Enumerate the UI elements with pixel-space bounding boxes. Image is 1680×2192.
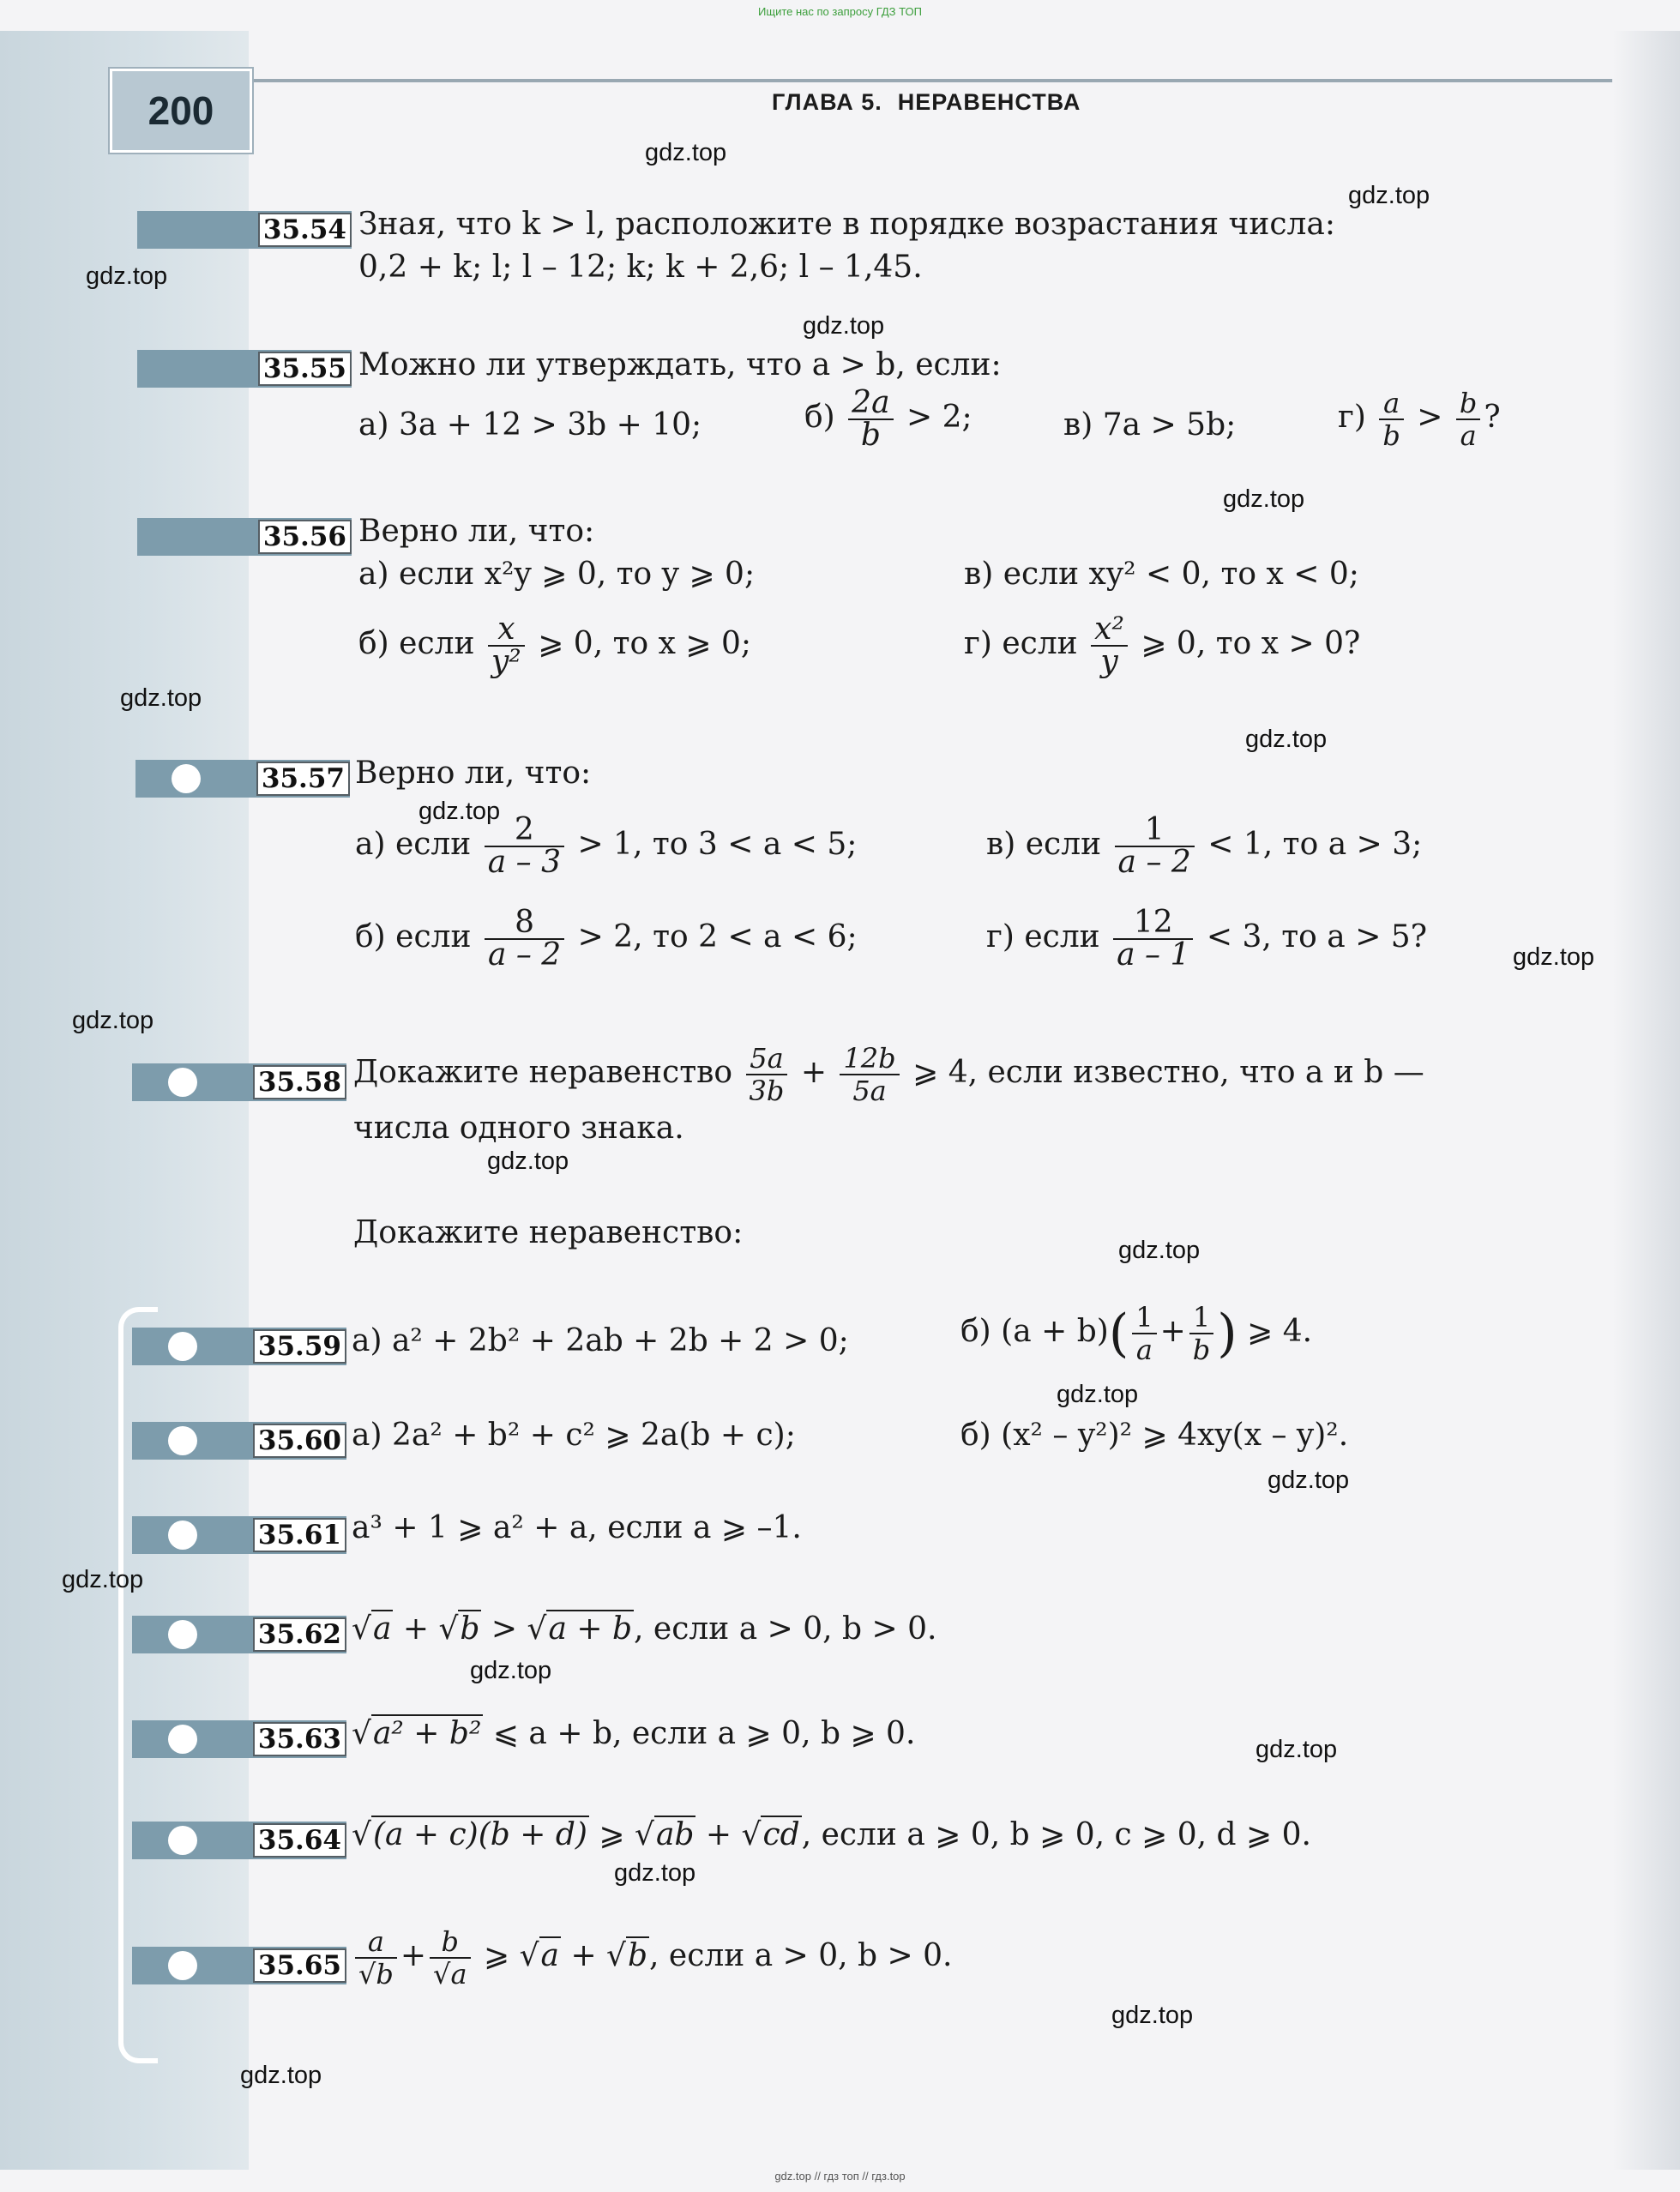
problem-text: Верно ли, что: — [355, 756, 592, 791]
item-b: б) (a + b)( $\frac{1}{a}$ + $\frac{1}{b}$ ) ⩾ 4. — [960, 1301, 1313, 1366]
watermark: gdz.top — [418, 798, 501, 825]
header-rule — [249, 79, 1612, 82]
problem-number: 35.60 — [253, 1424, 346, 1458]
problem-number: 35.61 — [253, 1518, 346, 1552]
watermark: gdz.top — [470, 1657, 552, 1684]
chapter-label: ГЛАВА 5. — [772, 89, 882, 115]
top-banner: Ищите нас по запросу ГДЗ ТОП — [758, 5, 922, 18]
problem-text: Докажите неравенство $\frac{5a}{3b}$ + $\frac{12b}{5a}$ ⩾ 4, если известно, что a и b — — [353, 1042, 1424, 1107]
problem-number: 35.58 — [253, 1065, 346, 1099]
bottom-banner: gdz.top // гдз топ // гдз.top — [774, 2170, 906, 2183]
item-d: г) $\frac{a}{b}$ > $\frac{b}{a}$ ? — [1338, 387, 1501, 452]
watermark: gdz.top — [1245, 726, 1328, 753]
watermark: gdz.top — [803, 312, 885, 340]
problem-number: 35.62 — [253, 1617, 346, 1652]
problem-text: 0,2 + k; l; l – 12; k; k + 2,6; l – 1,45. — [358, 250, 923, 285]
watermark: gdz.top — [1223, 485, 1305, 513]
problem-number: 35.56 — [258, 520, 352, 554]
problem-marker — [132, 1720, 346, 1758]
problem-number: 35.59 — [253, 1329, 346, 1364]
watermark: gdz.top — [1111, 2002, 1194, 2029]
watermark: gdz.top — [645, 139, 727, 166]
problem-text: числа одного знака. — [353, 1111, 684, 1146]
problem-number: 35.55 — [258, 352, 352, 386]
watermark: gdz.top — [240, 2062, 322, 2089]
problem-marker — [137, 518, 352, 556]
problem-marker — [132, 1822, 346, 1859]
problem-marker — [132, 1328, 346, 1365]
watermark: gdz.top — [86, 262, 168, 290]
problem-marker — [135, 760, 350, 798]
watermark: gdz.top — [1057, 1381, 1139, 1408]
item-a: а) a² + 2b² + 2ab + 2b + 2 > 0; — [352, 1323, 849, 1358]
problem-marker — [132, 1616, 346, 1653]
problem-marker — [132, 1947, 346, 1984]
problem-marker — [137, 350, 352, 388]
item-b: б) $\frac{2a}{b}$ > 2; — [804, 385, 972, 453]
item-d: г) если $\frac{12}{a - 1}$ < 3, то a > 5? — [986, 905, 1428, 973]
watermark: gdz.top — [1513, 943, 1595, 971]
item-c: в) если $\frac{1}{a - 2}$ < 1, то a > 3; — [986, 812, 1423, 880]
chapter-title: НЕРАВЕНСТВА — [897, 89, 1081, 115]
watermark: gdz.top — [1118, 1237, 1201, 1264]
problem-text: √(a + c)(b + d) ⩾ √ab + √cd, если a ⩾ 0, b ⩾ 0, c ⩾ 0, d ⩾ 0. — [352, 1817, 1312, 1852]
watermark: gdz.top — [1268, 1466, 1350, 1494]
watermark: gdz.top — [72, 1007, 154, 1034]
problem-marker — [132, 1516, 346, 1554]
watermark: gdz.top — [614, 1859, 696, 1887]
watermark: gdz.top — [487, 1147, 569, 1175]
problem-number: 35.64 — [253, 1823, 346, 1858]
item-c: в) 7a > 5b; — [1063, 407, 1237, 443]
problem-text: a³ + 1 ⩾ a² + a, если a ⩾ –1. — [352, 1510, 802, 1545]
problem-number: 35.63 — [253, 1722, 346, 1756]
item-a: а) 2a² + b² + c² ⩾ 2a(b + c); — [352, 1418, 796, 1453]
problem-text: Можно ли утверждать, что a > b, если: — [358, 347, 1002, 382]
problem-marker — [137, 211, 352, 249]
chapter-header — [772, 89, 1081, 116]
item-b: б) (x² – y²)² ⩾ 4xy(x – y)². — [960, 1418, 1349, 1453]
problem-number: 35.57 — [256, 762, 350, 796]
section-intro: Докажите неравенство: — [353, 1215, 744, 1250]
item-a: а) если x²y ⩾ 0, то y ⩾ 0; — [358, 557, 756, 592]
problem-marker — [132, 1422, 346, 1460]
item-b: б) если $\frac{8}{a - 2}$ > 2, то 2 < a < 6; — [355, 905, 858, 973]
problem-text: √a² + b² ⩽ a + b, если a ⩾ 0, b ⩾ 0. — [352, 1716, 916, 1751]
page-edge-shadow — [1612, 31, 1680, 2170]
item-a: а) 3a + 12 > 3b + 10; — [358, 407, 702, 443]
watermark: gdz.top — [120, 684, 202, 712]
page-number: 200 — [110, 69, 252, 153]
problem-text: Верно ли, что: — [358, 514, 595, 549]
problem-text: Зная, что k > l, расположите в порядке возрастания числа: — [358, 207, 1335, 242]
watermark: gdz.top — [1348, 182, 1430, 209]
problem-number: 35.54 — [258, 213, 352, 247]
problem-number: 35.65 — [253, 1948, 346, 1983]
problem-text: $\frac{a}{√b}$ + $\frac{b}{√a}$ ⩾ √a + √b, если a > 0, b > 0. — [352, 1926, 952, 1990]
watermark: gdz.top — [1255, 1736, 1338, 1763]
watermark: gdz.top — [62, 1566, 144, 1593]
item-b: б) если $\frac{x}{\text{y²}}$ ⩾ 0, то x ⩾ 0; — [358, 611, 752, 679]
problem-text: √a + √b > √a + b, если a > 0, b > 0. — [352, 1611, 937, 1647]
item-c: в) если xy² < 0, то x < 0; — [964, 557, 1359, 592]
item-a: а) если $\frac{2}{a - 3}$ > 1, то 3 < a < 5; — [355, 812, 858, 880]
problem-marker — [132, 1063, 346, 1101]
item-d: г) если $\frac{\text{x²}}{y}$ ⩾ 0, то x > 0? — [964, 611, 1361, 679]
